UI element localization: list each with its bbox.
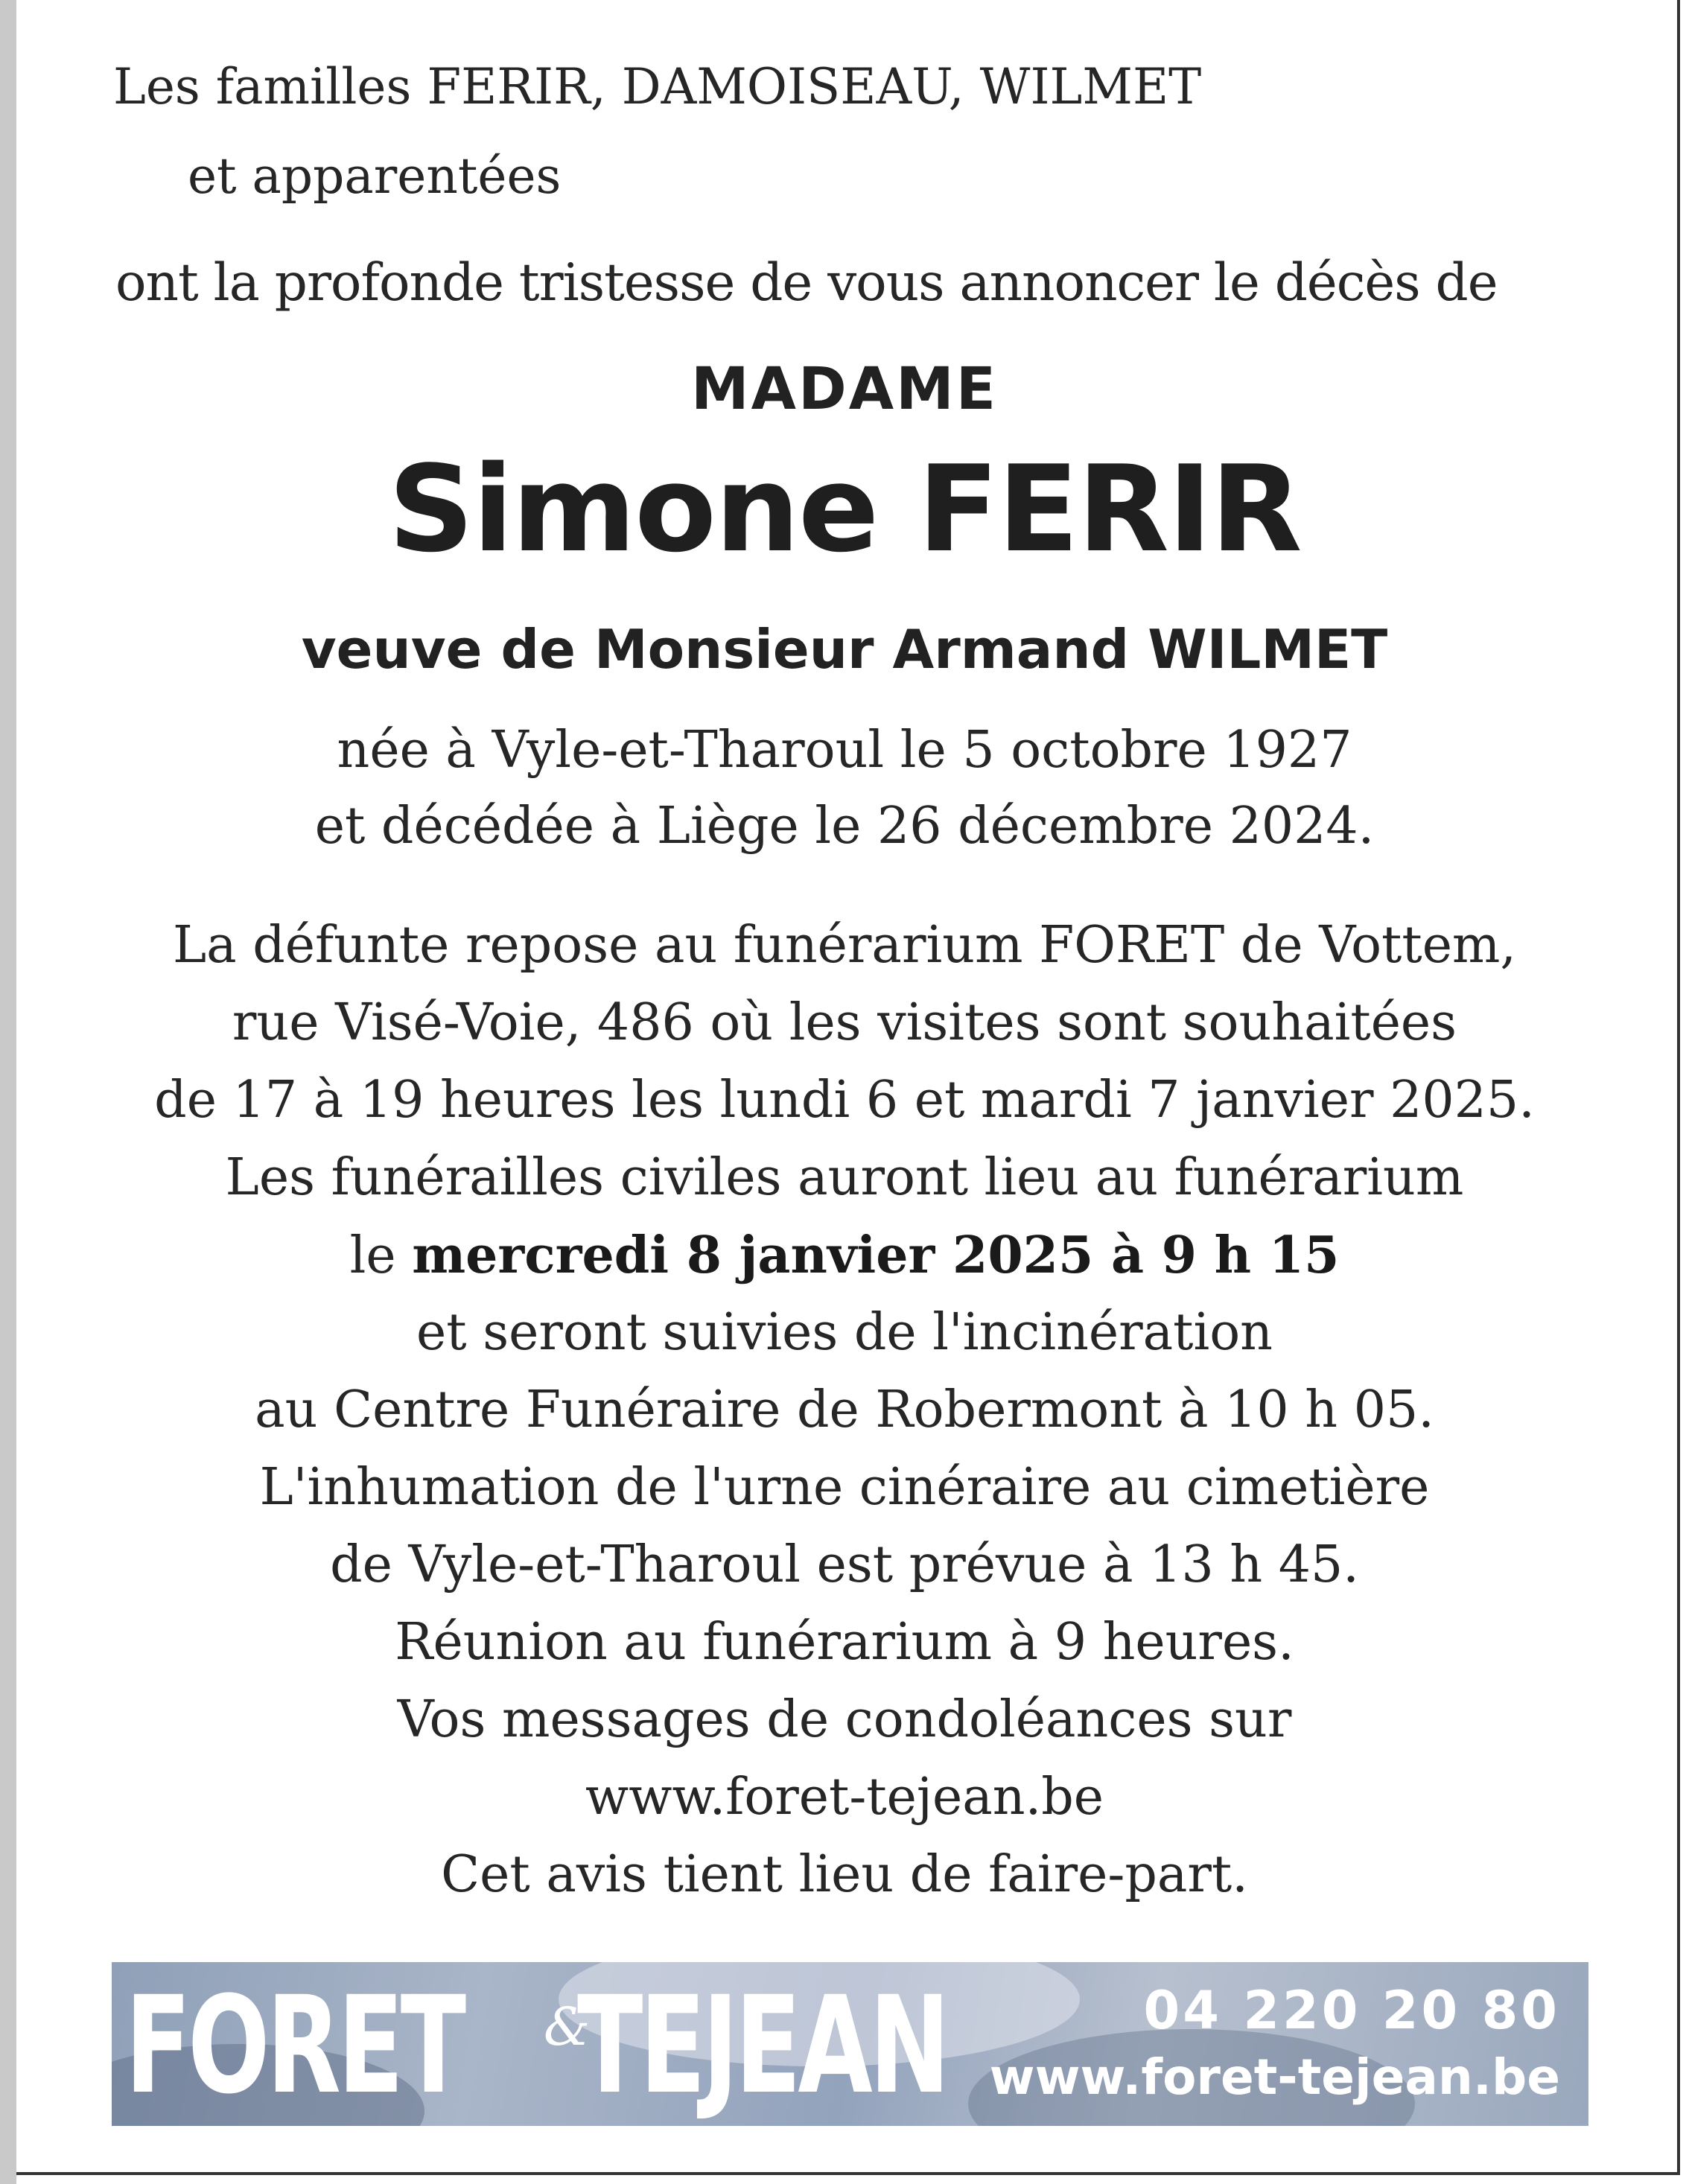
- detail-line-8: L'inhumation de l'urne cinéraire au cimetière: [259, 1458, 1430, 1517]
- families-line-1: Les familles FERIR, DAMOISEAU, WILMET: [113, 58, 1202, 115]
- detail-line-3: de 17 à 19 heures les lundi 6 et mardi 7 janvier 2025.: [154, 1071, 1535, 1130]
- condolence-link[interactable]: www.foret-tejean.be: [585, 1768, 1104, 1827]
- detail-line-1: La défunte repose au funérarium FORET de Vottem,: [172, 916, 1517, 975]
- banner-phone[interactable]: 04 220 20 80: [1143, 1980, 1560, 2041]
- logo-tejean: TEJEAN: [577, 1968, 947, 2124]
- announcement-line: ont la profonde tristesse de vous annoncer le décès de: [115, 253, 1498, 313]
- ceremony-date: mercredi 8 janvier 2025 à 9 h 15: [412, 1226, 1340, 1285]
- detail-line-13: Cet avis tient lieu de faire-part.: [441, 1845, 1248, 1904]
- families-line-2: et apparentées: [188, 147, 562, 205]
- detail-line-6: et seront suivies de l'incinération: [416, 1303, 1273, 1362]
- logo-ampersand: &: [544, 1996, 591, 2057]
- death-line: et décédée à Liège le 26 décembre 2024.: [314, 797, 1375, 856]
- detail-line-7: au Centre Funéraire de Robermont à 10 h 05.: [255, 1381, 1434, 1439]
- honorific: MADAME: [691, 356, 998, 423]
- ceremony-date-prefix: le: [349, 1226, 396, 1285]
- detail-line-9: de Vyle-et-Tharoul est prévue à 13 h 45.: [330, 1535, 1359, 1594]
- ceremony-date-line: [0, 1217, 1689, 1295]
- logo-foret: FORET: [125, 1968, 463, 2124]
- detail-line-11: Vos messages de condoléances sur: [397, 1690, 1292, 1749]
- deceased-name: Simone FERIR: [388, 439, 1301, 579]
- widow-of: veuve de Monsieur Armand WILMET: [301, 618, 1388, 681]
- funeral-home-banner: [112, 1962, 1588, 2126]
- detail-line-2: rue Visé-Voie, 486 où les visites sont souhaitées: [232, 993, 1457, 1052]
- banner-website[interactable]: www.foret-tejean.be: [989, 2048, 1560, 2106]
- detail-line-10: Réunion au funérarium à 9 heures.: [395, 1613, 1294, 1672]
- birth-line: née à Vyle-et-Tharoul le 5 octobre 1927: [337, 721, 1352, 780]
- detail-line-4: Les funérailles civiles auront lieu au funérarium: [225, 1148, 1464, 1207]
